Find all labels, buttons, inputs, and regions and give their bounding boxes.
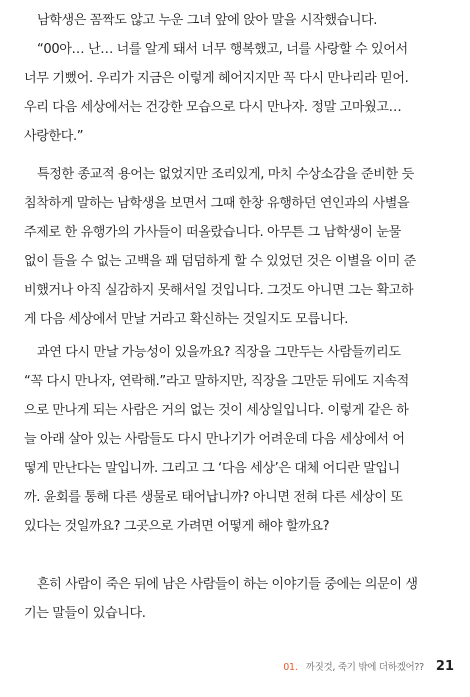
text-line: 특정한 종교적 용어는 없었지만 조리있게, 마치 수상소감을 준비한 듯 — [37, 167, 414, 182]
text-line: 침착하게 말하는 남학생을 보면서 그때 한창 유행하던 연인과의 사별을 — [24, 196, 410, 211]
text-line: 기는 말들이 있습니다. — [24, 606, 146, 621]
text-line: 주제로 한 유행가의 가사들이 떠올랐습니다. 아무튼 그 남학생이 눈물 — [24, 225, 401, 240]
text-line: 비했거나 아직 실감하지 못해서일 것입니다. 그것도 아니면 그는 확고하 — [24, 283, 414, 298]
text-line: “00아… 난… 너를 알게 돼서 너무 행복했고, 너를 사랑할 수 있어서 — [37, 42, 408, 57]
text-line: 늘 아래 살아 있는 사람들도 다시 만나기가 어려운데 다음 세상에서 어 — [24, 432, 405, 447]
paragraph-1 — [24, 6, 452, 151]
page-footer — [283, 655, 454, 675]
page-number: 21 — [435, 659, 454, 674]
text-line: 과연 다시 만날 가능성이 있을까요? 직장을 그만두는 사람들끼리도 — [37, 345, 401, 360]
chapter-title: 까짓것, 죽기 밖에 더하겠어?? — [305, 662, 424, 673]
text-line: 떻게 만난다는 말입니까. 그리고 그 ‘다음 세상’은 대체 어디란 말입니 — [24, 461, 400, 476]
text-line: 있다는 것일까요? 그곳으로 가려면 어떻게 해야 할까요? — [24, 519, 330, 534]
text-line: 사랑한다.” — [24, 129, 84, 144]
text-line: 우리 다음 세상에서는 건강한 모습으로 다시 만나자. 정말 고마웠고… — [24, 100, 402, 115]
text-line: 흔히 사람이 죽은 뒤에 남은 사람들이 하는 이야기들 중에는 의문이 생 — [37, 577, 418, 592]
text-line: “꼭 다시 만나자, 연락해.”라고 말하지만, 직장을 그만둔 뒤에도 지속적 — [24, 374, 409, 389]
text-line: 없이 들을 수 없는 고백을 꽤 덤덤하게 할 수 있었던 것은 이별을 이미 준 — [24, 254, 416, 269]
text-line: 으로 만나게 되는 사람은 거의 없는 것이 세상일입니다. 이렇게 같은 하 — [24, 403, 409, 418]
paragraph-2 — [24, 160, 452, 334]
text-line: 게 다음 세상에서 만날 거라고 확신하는 것일지도 모릅니다. — [24, 312, 349, 327]
chapter-number: 01. — [283, 662, 298, 673]
text-line: 너무 기뻤어. 우리가 지금은 이렇게 헤어지지만 꼭 다시 만나리라 믿어. — [24, 71, 409, 86]
paragraph-4 — [24, 570, 452, 628]
paragraph-3 — [24, 338, 452, 541]
text-line: 까. 윤회를 통해 다른 생물로 태어납니까? 아니면 전혀 다른 세상이 또 — [24, 490, 403, 505]
text-line: 남학생은 꼼짝도 않고 누운 그녀 앞에 앉아 말을 시작했습니다. — [37, 13, 378, 28]
